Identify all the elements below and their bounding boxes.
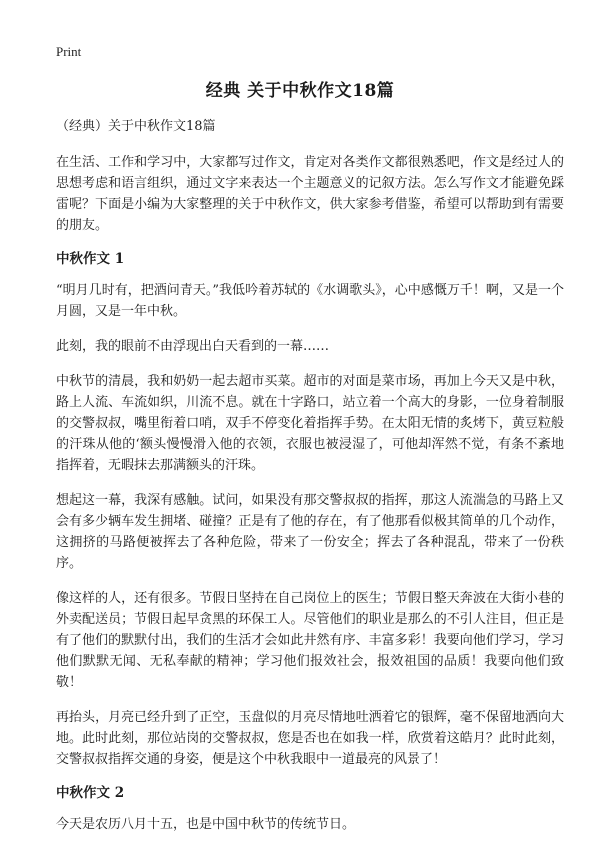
- section1-paragraph-1: “明月几时有，把酒问青天。”我低吟着苏轼的《水调歌头》，心中感慨万千！啊，又是一个月圆，又是一年中秋。: [56, 283, 564, 319]
- section-heading-2: 中秋作文 2: [56, 785, 125, 801]
- section1-paragraph-5: 像这样的人，还有很多。节假日坚持在自己岗位上的医生；节假日整天奔波在大街小巷的外卖配送员；节假日起早贪黑的环保工人。尽管他们的职业是那么的不引人注目，但正是有了他们的默默付出，我们的生活才会如此井然有序、丰富多彩！我要向他们学习，学习他们默默无闻、无私奉献的精神；学习他们报效社会，报效祖国的品质！我要向他们致敬！: [56, 591, 564, 690]
- intro-paragraph: 在生活、工作和学习中，大家都写过作文，肯定对各类作文都很熟悉吧，作文是经过人的思想考虑和语言组织，通过文字来表达一个主题意义的记叙方法。怎么写作文才能避免踩雷呢？下面是小编为大家整理的关于中秋作文，供大家参考借鉴，希望可以帮助到有需要的朋友。: [56, 155, 564, 233]
- document-subtitle: （经典）关于中秋作文18篇: [56, 119, 216, 134]
- page-title: 经典 关于中秋作文18篇: [205, 81, 395, 101]
- print-link[interactable]: Print: [56, 44, 82, 59]
- section2-paragraph-1: 今天是农历八月十五，也是中国中秋节的传统节日。: [56, 817, 356, 832]
- section1-paragraph-4: 想起这一幕，我深有感触。试问，如果没有那交警叔叔的指挥，那这人流湍急的马路上又会有多少辆车发生拥堵、碰撞？正是有了他的存在，有了他那看似极其简单的几个动作，这拥挤的马路便被挥去了各种危险，带来了一份安全；挥去了各种混乱，带来了一份秩序。: [56, 493, 564, 571]
- section1-paragraph-2: 此刻，我的眼前不由浮现出白天看到的一幕……: [56, 339, 330, 354]
- section1-paragraph-6: 再抬头，月亮已经升到了正空，玉盘似的月亮尽情地吐洒着它的银辉，毫不保留地洒向大地。此时此刻，那位站岗的交警叔叔，您是否也在如我一样，欣赏着这皓月？此时此刻，交警叔叔指挥交通的身姿，便是这个中秋我眼中一道最亮的风景了！: [56, 710, 564, 767]
- section-heading-1: 中秋作文 1: [56, 251, 125, 267]
- section1-paragraph-3: 中秋节的清晨，我和奶奶一起去超市买菜。超市的对面是菜市场，再加上今天又是中秋，路上人流、车流如织，川流不息。就在十字路口，站立着一个高大的身影，一位身着制服的交警叔叔，嘴里衔着口哨，双手不停变化着指挥手势。在太阳无情的炙烤下，黄豆粒般的汗珠从他的‘额头慢慢滑入他的衣领，衣服也被浸湿了，可他却浑然不觉，有条不紊地指挥着，无暇抹去那满额头的汗珠。: [56, 374, 564, 473]
- document-body: [56, 118, 564, 849]
